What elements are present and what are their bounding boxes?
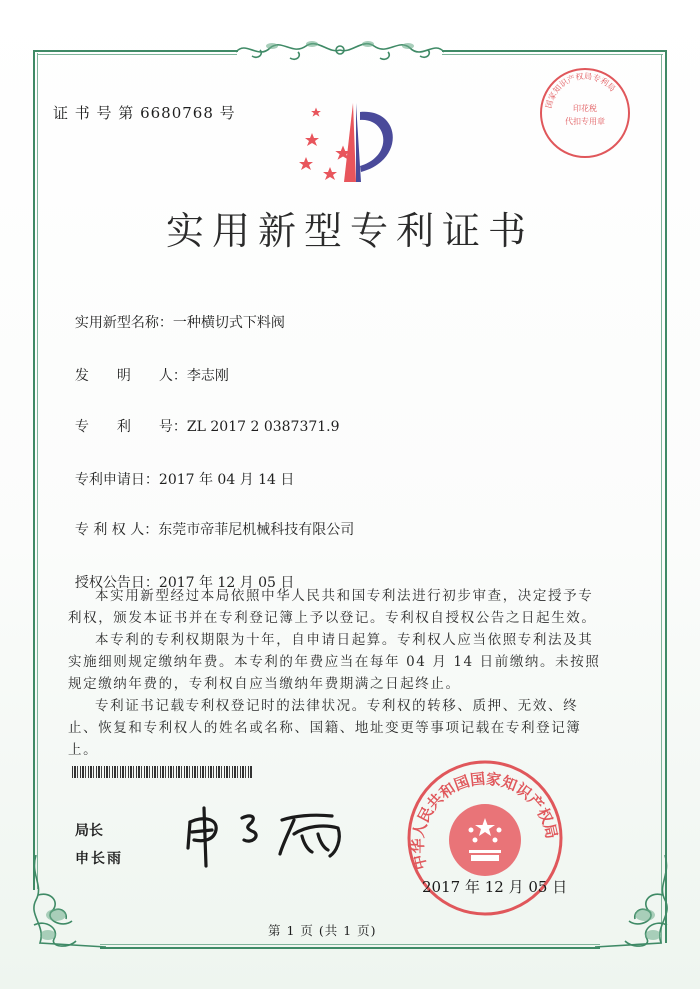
certificate-body-text	[68, 585, 608, 761]
top-ornament-icon	[232, 32, 447, 70]
barcode	[72, 766, 252, 778]
field-value: 2017 年 12 月 05 日	[158, 575, 295, 591]
field-label: 授权公告日：	[74, 575, 159, 591]
bottom-left-ornament-icon	[26, 855, 111, 955]
director-title: 局长	[75, 823, 103, 839]
field-value: 2017 年 04 月 14 日	[158, 472, 295, 488]
field-label: 专 利 权 人：	[74, 522, 159, 538]
stamp-duty-seal-icon	[538, 66, 632, 160]
field-value: 一种横切式下料阀	[172, 315, 285, 331]
field-label: 专利申请日：	[74, 472, 159, 488]
certificate-number: 证 书 号 第 6680768 号	[53, 104, 236, 122]
signature-icon	[182, 800, 352, 870]
field-patentee	[66, 503, 354, 539]
paragraph-legal-status: 专利证书记载专利权登记时的法律状况。专利权的转移、质押、无效、终止、恢复和专利权人的姓名或名称、国籍、地址变更等事项记载在专利登记簿上。	[68, 698, 582, 758]
field-value: ZL 2017 2 0387371.9	[186, 419, 340, 435]
issue-date: 2017 年 12 月 05 日	[422, 878, 568, 896]
director-name: 申长雨	[75, 851, 123, 867]
field-utility-model-name	[66, 296, 285, 332]
svg-text:中华人民共和国国家知识产权局: 中华人民共和国国家知识产权局	[408, 769, 561, 872]
certificate-title: 实用新型专利证书	[165, 209, 534, 253]
field-inventor	[66, 349, 229, 385]
field-value: 李志刚	[186, 368, 229, 384]
field-label: 专 利 号：	[74, 419, 187, 435]
field-patent-number	[66, 400, 340, 436]
field-label: 实用新型名称：	[74, 315, 173, 331]
field-label: 发 明 人：	[74, 368, 187, 384]
svg-text:印花税: 印花税	[573, 104, 597, 113]
field-application-date	[66, 453, 294, 489]
bottom-right-ornament-icon	[590, 855, 675, 955]
paragraph-grant: 本实用新型经过本局依照中华人民共和国专利法进行初步审查，决定授予专利权，颁发本证书并在专利登记簿上予以登记。专利权自授权公告之日起生效。	[68, 588, 597, 626]
svg-text:代扣专用章: 代扣专用章	[565, 117, 605, 126]
svg-text:国家知识产权局专利局: 国家知识产权局专利局	[544, 71, 618, 110]
field-value: 东莞市帝菲尼机械科技有限公司	[158, 522, 355, 538]
paragraph-term: 本专利的专利权期限为十年，自申请日起算。专利权人应当依照专利法及其实施细则规定缴纳年费。本专利的年费应当在每年 04 月 14 日前缴纳。未按照规定缴纳年费的，专利权自应当缴纳年费期满之日起终止。	[68, 632, 601, 692]
page-indicator: 第 1 页 (共 1 页)	[268, 923, 377, 938]
cnipa-logo-icon	[286, 100, 396, 190]
